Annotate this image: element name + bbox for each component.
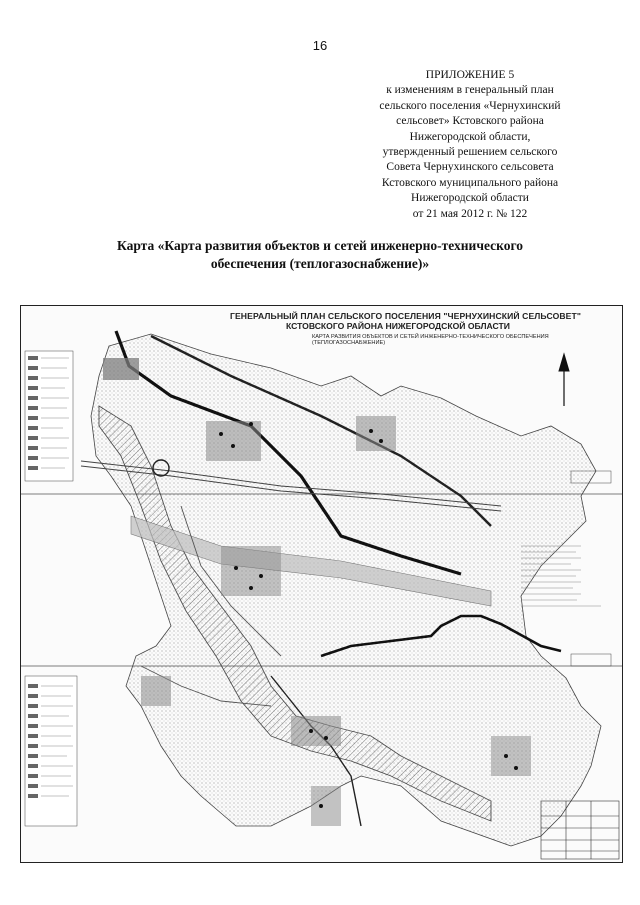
north-arrow-icon <box>559 354 569 406</box>
appendix-line: Кстовского муниципального района <box>381 176 559 189</box>
map-drawing <box>21 306 622 862</box>
appendix-line: к изменениям в генеральный план <box>386 84 554 97</box>
appendix-line: утвержденный решением сельского <box>382 146 558 159</box>
appendix-line: сельсовет» Кстовского района <box>396 115 544 128</box>
settlement-block <box>206 421 261 461</box>
settlement-block <box>103 358 139 380</box>
document-title-line: Карта «Карта развития объектов и сетей инженерно-технического <box>116 238 523 253</box>
appendix-line: от 21 мая 2012 г. № 122 <box>412 207 528 220</box>
map-subtitle-line2: (ТЕПЛОГАЗОСНАБЖЕНИЕ) <box>312 340 386 346</box>
page-number: 16 <box>312 38 328 53</box>
appendix-heading: ПРИЛОЖЕНИЕ 5 <box>425 69 515 81</box>
map-image <box>20 305 623 863</box>
map-title-line1: ГЕНЕРАЛЬНЫЙ ПЛАН СЕЛЬСКОГО ПОСЕЛЕНИЯ "ЧЕРНУХИНСКИЙ СЕЛЬСОВЕТ" <box>230 311 582 321</box>
appendix-line: сельского поселения «Чернухинский <box>379 99 561 112</box>
appendix-line: Нижегородской области, <box>409 130 531 143</box>
map-caption <box>230 311 600 346</box>
settlement-block <box>291 716 341 746</box>
map-title-line2: КСТОВСКОГО РАЙОНА НИЖЕГОРОДСКОЙ ОБЛАСТИ <box>286 321 510 331</box>
settlement-block <box>141 676 171 706</box>
appendix-block <box>340 68 600 222</box>
settlement-block <box>311 786 341 826</box>
appendix-line: Нижегородской области <box>411 192 529 205</box>
legend-left <box>25 351 77 826</box>
document-title-line: обеспечения (теплогазоснабжение)» <box>210 256 430 271</box>
map-subtitle-line1: КАРТА РАЗВИТИЯ ОБЪЕКТОВ И СЕТЕЙ ИНЖЕНЕРНО-ТЕХНИЧЕСКОГО ОБЕСПЕЧЕНИЯ <box>312 334 549 340</box>
document-title <box>90 237 550 273</box>
settlement-block <box>356 416 396 451</box>
appendix-line: Совета Чернухинского сельсовета <box>386 161 554 174</box>
settlement-block <box>491 736 531 776</box>
info-box <box>571 654 611 666</box>
